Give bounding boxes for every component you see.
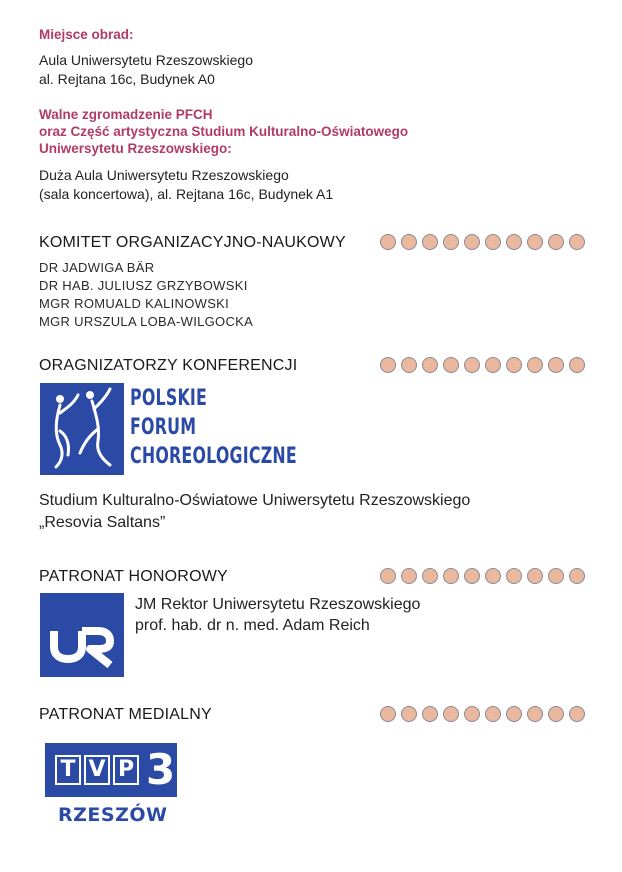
dot [422, 234, 438, 250]
committee-member: MGR URSZULA LOBA-WILGOCKA [39, 314, 254, 329]
committee-member: DR HAB. JULIUSZ GRZYBOWSKI [39, 278, 248, 293]
tvp-city: RZESZÓW [58, 804, 168, 826]
assembly-line-2: (sala koncertowa), al. Rejtana 16c, Budynek A1 [39, 186, 334, 202]
tvp3-logo [45, 743, 177, 797]
honorary-title: PATRONAT HONOROWY [39, 568, 228, 585]
dot [422, 568, 438, 584]
pfch-logo-text [130, 384, 362, 471]
organizers-dots-divider [380, 357, 585, 373]
dot [380, 568, 396, 584]
venue-heading: Miejsce obrad: [39, 27, 134, 42]
dot [506, 357, 522, 373]
dot [422, 357, 438, 373]
dot [527, 234, 543, 250]
studium-line-2: „Resovia Saltans” [39, 514, 166, 531]
assembly-heading-1: Walne zgromadzenie PFCH [39, 107, 213, 122]
dot [380, 357, 396, 373]
rektor-line-1: JM Rektor Uniwersytetu Rzeszowskiego [135, 596, 421, 613]
dot [443, 234, 459, 250]
organizers-title: ORAGNIZATORZY KONFERENCJI [39, 357, 298, 374]
venue-line-2: al. Rejtana 16c, Budynek A0 [39, 71, 215, 87]
studium-line-1: Studium Kulturalno-Oświatowe Uniwersytetu Rzeszowskiego [39, 492, 471, 509]
dot [548, 357, 564, 373]
dot [527, 568, 543, 584]
committee-member: MGR ROMUALD KALINOWSKI [39, 296, 230, 311]
rektor-line-2: prof. hab. dr n. med. Adam Reich [135, 617, 370, 634]
media-title: PATRONAT MEDIALNY [39, 706, 212, 723]
committee-members-list [39, 259, 253, 331]
dot [464, 568, 480, 584]
dot [569, 568, 585, 584]
dot [548, 234, 564, 250]
tvp-letter-t: T [55, 755, 81, 785]
dot [569, 357, 585, 373]
dot [443, 568, 459, 584]
tvp-number: 3 [146, 745, 176, 794]
dot [485, 357, 501, 373]
assembly-heading-2: oraz Część artystyczna Studium Kulturalno-Oświatowego [39, 124, 409, 139]
dot [380, 706, 396, 722]
dot [548, 568, 564, 584]
dot [443, 706, 459, 722]
dot [464, 357, 480, 373]
dot [485, 568, 501, 584]
dot [401, 568, 417, 584]
dot [422, 706, 438, 722]
dot [569, 234, 585, 250]
dot [506, 234, 522, 250]
dot [380, 234, 396, 250]
tvp-letter-p: P [113, 755, 139, 785]
dot [527, 357, 543, 373]
pfch-logo-line-3: CHOREOLOGICZNE [130, 444, 297, 469]
dot [548, 706, 564, 722]
dot [401, 706, 417, 722]
assembly-heading-3: Uniwersytetu Rzeszowskiego: [39, 141, 232, 156]
ur-logo [40, 593, 124, 677]
dot [443, 357, 459, 373]
honorary-dots-divider [380, 568, 585, 584]
media-dots-divider [380, 706, 585, 722]
committee-dots-divider [380, 234, 585, 250]
pfch-logo-line-1: POLSKIE [130, 386, 208, 411]
dot [485, 706, 501, 722]
pfch-logo-line-2: FORUM [130, 415, 197, 440]
venue-line-1: Aula Uniwersytetu Rzeszowskiego [39, 52, 253, 68]
pfch-logo [40, 383, 124, 475]
dot [401, 357, 417, 373]
ur-emblem-icon [40, 593, 124, 677]
dot [506, 706, 522, 722]
dancers-icon [40, 383, 124, 475]
committee-member: DR JADWIGA BÄR [39, 260, 155, 275]
tvp-letter-v: V [84, 755, 110, 785]
assembly-line-1: Duża Aula Uniwersytetu Rzeszowskiego [39, 167, 289, 183]
dot [527, 706, 543, 722]
dot [464, 706, 480, 722]
committee-title: KOMITET ORGANIZACYJNO-NAUKOWY [39, 234, 346, 251]
dot [485, 234, 501, 250]
dot [569, 706, 585, 722]
dot [506, 568, 522, 584]
dot [464, 234, 480, 250]
dot [401, 234, 417, 250]
